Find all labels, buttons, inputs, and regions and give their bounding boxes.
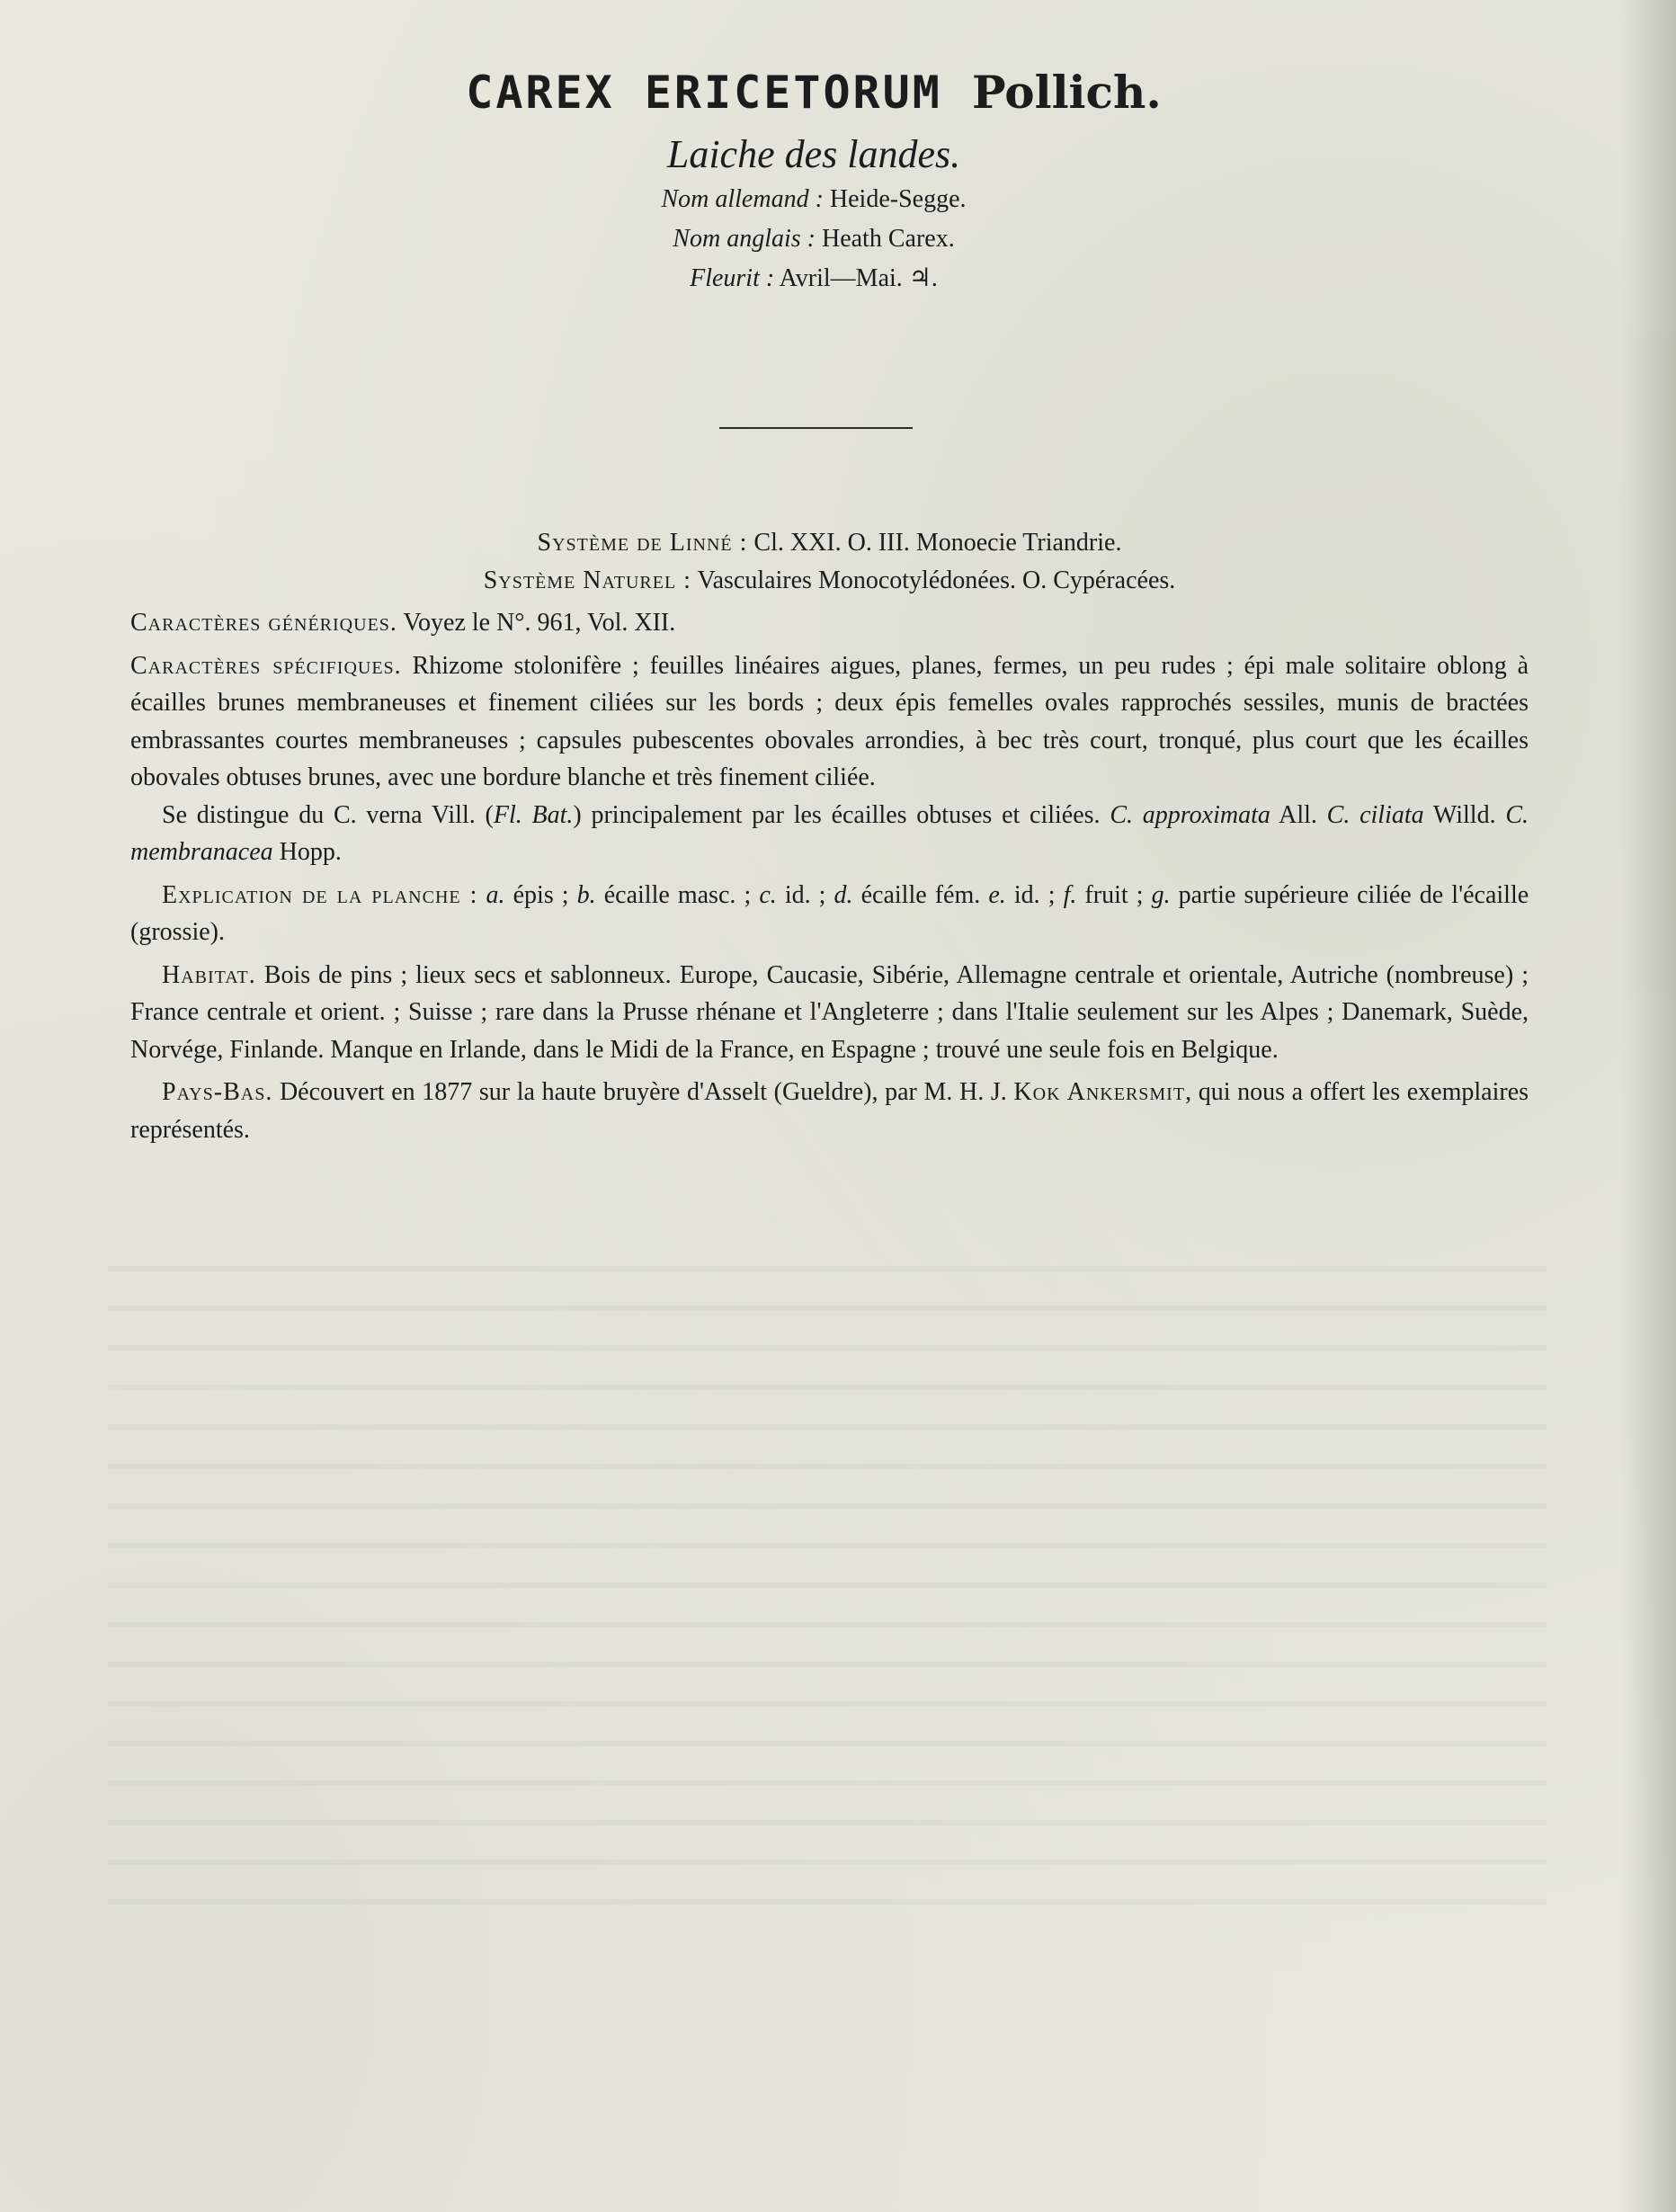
- plate-key-e: e.: [988, 880, 1006, 909]
- english-name-line: [0, 219, 1627, 259]
- synonym-3: C. membranacea: [130, 800, 1529, 866]
- plate-text-d: écaille fém.: [860, 880, 981, 909]
- synonym-1: C. approximata: [1110, 800, 1270, 829]
- linne-system-line: [130, 524, 1529, 562]
- english-name-label: Nom anglais :: [673, 225, 816, 253]
- generic-characters-label: Caractères génériques.: [130, 609, 397, 637]
- natural-system-line: [130, 562, 1529, 600]
- english-name-value: Heath Carex.: [821, 225, 955, 253]
- generic-characters-text: Voyez le N°. 961, Vol. XII.: [403, 609, 676, 637]
- habitat-text: Bois de pins ; lieux secs et sablonneux. Europe, Caucasie, Sibérie, Allemagne centrale et orientale, Autriche (nombreuse) ; France centrale et orient. ; Suisse ; rare dans la Prusse rhénane et l'Angleterre ; dans l'Italie seulement sur les Alpes ; Danemark, Suède, Norvége, Finlande. Manque en Irlande, dans le Midi de la France, en Espagne ; trouvé une seule fois en Belgique.: [130, 960, 1529, 1064]
- plate-key-g: g.: [1151, 880, 1171, 909]
- linne-system-value: Cl. XXI. O. III. Monoecie Triandrie.: [753, 529, 1122, 557]
- plate-text-f: fruit ;: [1084, 880, 1144, 909]
- collector-name: Kok Ankersmit: [1013, 1078, 1186, 1106]
- specific-characters-text: Rhizome stolonifère ; feuilles linéaires aigues, planes, fermes, un peu rudes ; épi male solitaire oblong à écailles brunes membraneuses et finement ciliées sur les bords ; deux épis femelles ovales rapprochés sessiles, munis de bractées embrassantes courtes membraneuses ; capsules pubescentes obovales arrondies, à bec très court, tronqué, plus court que les écailles obovales obtuses brunes, avec une bordure blanche et très finement ciliée.: [130, 651, 1529, 791]
- divider-rule: [719, 427, 913, 429]
- generic-characters-paragraph: [130, 604, 1529, 642]
- german-name-value: Heide-Segge.: [829, 185, 967, 213]
- synonym-2: C. ciliata: [1326, 800, 1424, 829]
- distinction-paragraph: [130, 797, 1529, 871]
- distinction-text-2: ) principalement par les écailles obtuses et ciliées.: [573, 800, 1101, 829]
- plate-explanation-label: Explication de la planche :: [162, 880, 478, 909]
- plate-key-d: d.: [834, 880, 853, 909]
- german-name-line: [0, 180, 1627, 219]
- species-author: Pollich.: [971, 66, 1162, 119]
- description-body: [130, 524, 1529, 1148]
- species-title: [0, 63, 1627, 122]
- plate-text-a: épis ;: [513, 880, 569, 909]
- plate-text-b: écaille masc. ;: [603, 880, 752, 909]
- page-edge-shadow: [1622, 0, 1676, 2212]
- flowering-line: [0, 259, 1627, 299]
- specific-characters-paragraph: [130, 647, 1529, 797]
- plate-explanation-paragraph: [130, 877, 1529, 951]
- bleed-through-text: [108, 1241, 1547, 1924]
- flowering-value: Avril—Mai. ♃.: [779, 264, 938, 292]
- plate-text-c: id. ;: [784, 880, 826, 909]
- specific-characters-label: Caractères spécifiques.: [130, 651, 402, 680]
- german-name-label: Nom allemand :: [661, 185, 824, 213]
- flora-batava-ref: Fl. Bat.: [493, 800, 574, 829]
- plate-key-a: a.: [486, 880, 505, 909]
- flowering-label: Fleurit :: [690, 264, 775, 292]
- netherlands-paragraph: [130, 1074, 1529, 1148]
- natural-system-value: Vasculaires Monocotylédonées. O. Cypéracées.: [697, 566, 1176, 594]
- netherlands-text-1: Découvert en 1877 sur la haute bruyère d'Asselt (Gueldre), par M. H. J.: [279, 1078, 1007, 1106]
- plate-key-f: f.: [1063, 880, 1077, 909]
- linne-system-label: Système de Linné :: [537, 529, 748, 557]
- habitat-label: Habitat.: [162, 960, 256, 989]
- plate-text-e: id. ;: [1013, 880, 1056, 909]
- natural-system-label: Système Naturel :: [483, 566, 691, 594]
- synonym-1-author: All.: [1279, 800, 1317, 829]
- habitat-paragraph: [130, 957, 1529, 1069]
- page-header: [0, 63, 1627, 299]
- plate-text-g: partie supérieure ciliée de l'écaille (grossie).: [130, 880, 1529, 946]
- netherlands-text-2: , qui nous a offert les exemplaires représentés.: [130, 1078, 1529, 1144]
- species-name: CAREX ERICETORUM: [466, 67, 942, 119]
- synonym-2-author: Willd.: [1432, 800, 1496, 829]
- distinction-text-1: Se distingue du C. verna Vill. (: [162, 800, 494, 829]
- plate-key-b: b.: [576, 880, 596, 909]
- plate-key-c: c.: [759, 880, 777, 909]
- synonym-3-author: Hopp.: [279, 838, 342, 866]
- netherlands-label: Pays-Bas.: [162, 1078, 273, 1106]
- common-name: Laiche des landes.: [666, 132, 961, 176]
